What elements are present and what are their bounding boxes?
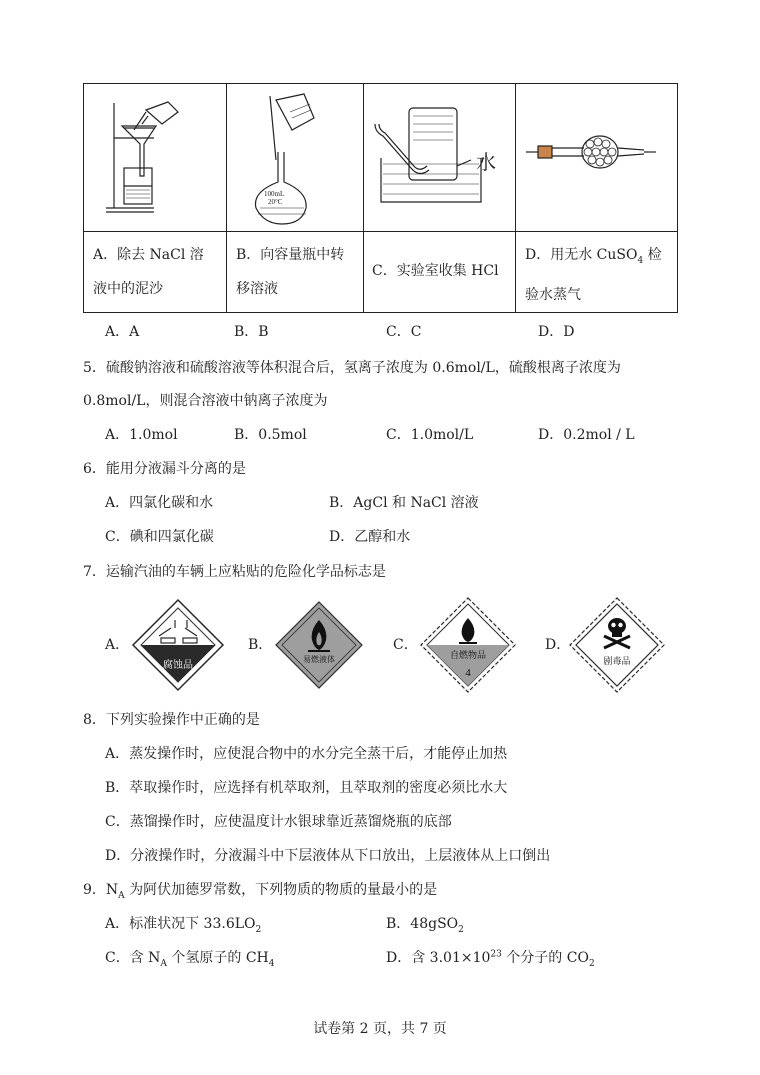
sign-a-label: 腐蚀品 bbox=[163, 660, 193, 671]
q9-option-b[interactable]: B．48gSO$_2$ bbox=[386, 916, 464, 935]
q9-option-a[interactable]: A．标准状况下 $33.6LO_2$ bbox=[105, 916, 262, 935]
cell-c-label: C．实验室收集 HCl bbox=[372, 263, 499, 279]
q5-option-c[interactable]: C．1.0mol/L bbox=[386, 427, 474, 443]
q8-option-a[interactable]: A．蒸发操作时，应使混合物中的水分完全蒸干后，才能停止加热 bbox=[105, 746, 508, 762]
q6-option-d[interactable]: D．乙醇和水 bbox=[329, 529, 411, 545]
table-divider bbox=[226, 84, 227, 312]
page-footer: 试卷第 2 页，共 7 页 bbox=[313, 1021, 447, 1037]
q4-option-d[interactable]: D．D bbox=[538, 324, 575, 340]
q9-option-d[interactable]: D．含 $3.01\times 10^{23}$ 个分子的 $CO_2$ bbox=[386, 949, 595, 969]
q8-option-d[interactable]: D．分液操作时，分液漏斗中下层液体从下口放出，上层液体从上口倒出 bbox=[105, 848, 551, 864]
table-divider bbox=[84, 231, 677, 232]
q5-option-b[interactable]: B．0.5mol bbox=[234, 427, 307, 443]
corrosive-sign[interactable] bbox=[131, 598, 225, 692]
q9-option-c[interactable]: C．含 $N_A$ 个氢原子的 $CH_4$ bbox=[105, 950, 275, 969]
sign-c-label: 自燃物品 bbox=[449, 651, 487, 661]
cell-d-label: D．用无水 CuSO$_4$ 检 验水蒸气 bbox=[525, 247, 662, 303]
q4-option-a[interactable]: A．A bbox=[105, 324, 140, 340]
toxic-sign[interactable] bbox=[568, 596, 666, 694]
volumetric-flask-figure bbox=[234, 90, 359, 225]
q8-stem: 8．下列实验操作中正确的是 bbox=[83, 712, 260, 728]
q6-option-c[interactable]: C．碘和四氯化碳 bbox=[105, 529, 214, 545]
apparatus-table bbox=[83, 83, 678, 313]
water-label: 水 bbox=[476, 150, 496, 174]
q8-option-b[interactable]: B．萃取操作时，应选择有机萃取剂，且萃取剂的密度必须比水大 bbox=[105, 780, 508, 796]
q7-option-a-letter[interactable]: A． bbox=[105, 637, 130, 653]
q6-option-a[interactable]: A．四氯化碳和水 bbox=[105, 495, 214, 511]
q9-stem: 9．$N_A$ 为阿伏加德罗常数，下列物质的物质的量最小的是 bbox=[83, 882, 438, 901]
flask-volume-text: 100mL bbox=[264, 190, 285, 198]
spontaneously-combustible-sign[interactable] bbox=[419, 596, 517, 694]
q7-option-d-letter[interactable]: D． bbox=[545, 637, 571, 653]
drying-tube-figure bbox=[524, 132, 674, 172]
q5-stem-line1: 5．硫酸钠溶液和硫酸溶液等体积混合后，氢离子浓度为 0.6mol/L，硫酸根离子浓度为 bbox=[83, 360, 621, 376]
q5-stem-line2: 0.8mol/L，则混合溶液中钠离子浓度为 bbox=[83, 393, 328, 409]
filtration-apparatus-figure bbox=[94, 98, 214, 218]
q6-option-b[interactable]: B．AgCl 和 NaCl 溶液 bbox=[329, 495, 479, 511]
q5-option-a[interactable]: A．1.0mol bbox=[105, 427, 178, 443]
q4-option-c[interactable]: C．C bbox=[386, 324, 422, 340]
cell-b-label: B．向容量瓶中转 移溶液 bbox=[236, 247, 345, 297]
q4-option-b[interactable]: B．B bbox=[234, 324, 269, 340]
flammable-liquid-sign[interactable] bbox=[274, 600, 364, 690]
sign-d-label: 剧毒品 bbox=[603, 657, 631, 667]
cell-a-label: A．除去 NaCl 溶 液中的泥沙 bbox=[93, 247, 204, 297]
q5-option-d[interactable]: D．0.2mol / L bbox=[538, 427, 635, 443]
q6-stem: 6．能用分液漏斗分离的是 bbox=[83, 461, 246, 477]
q7-option-b-letter[interactable]: B． bbox=[248, 637, 273, 653]
q7-stem: 7．运输汽油的车辆上应粘贴的危险化学品标志是 bbox=[83, 564, 386, 580]
sign-c-number: 4 bbox=[465, 667, 471, 679]
table-divider bbox=[515, 84, 516, 312]
flask-temp-text: 20°C bbox=[268, 198, 283, 206]
sign-b-label: 易燃液体 bbox=[303, 655, 335, 664]
q7-option-c-letter[interactable]: C． bbox=[393, 637, 418, 653]
q8-option-c[interactable]: C．蒸馏操作时，应使温度计水银球靠近蒸馏烧瓶的底部 bbox=[105, 814, 452, 830]
